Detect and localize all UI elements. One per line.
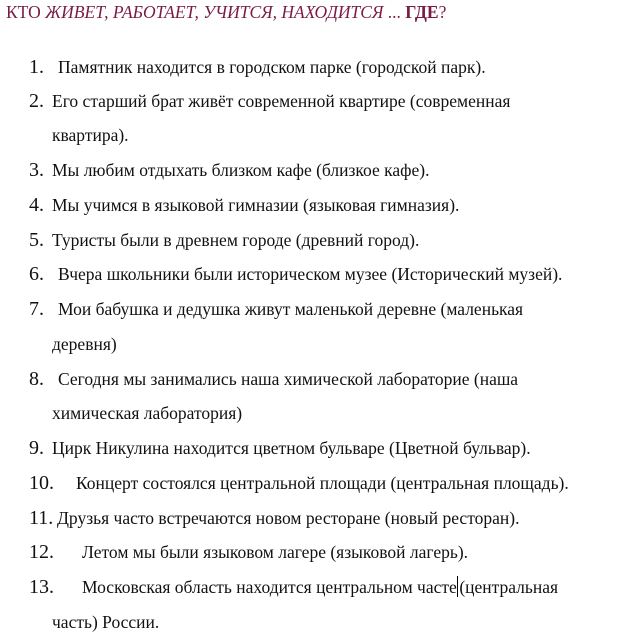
title-verbs: ЖИВЕТ, РАБОТАЕТ, УЧИТСЯ, НАХОДИТСЯ <box>45 2 384 22</box>
item-number: 11. <box>29 507 54 529</box>
list-item: Цирк Никулина находится цветном бульваре (Цветной бульвар). <box>52 438 531 458</box>
list-item: Памятник находится в городском парке (городской парк). <box>58 57 486 77</box>
list-item: Сегодня мы занимались наша химической лабораторие (наша <box>58 369 519 389</box>
item-number: 13. <box>29 576 54 598</box>
item-number: 1. <box>29 56 44 78</box>
list-item: Мы учимся в языковой гимназии (языковая гимназия). <box>52 195 460 215</box>
item-number: 2. <box>29 90 44 112</box>
list-item-continuation: квартира). <box>52 125 129 145</box>
list-item: Друзья часто встречаются новом ресторане (новый ресторан). <box>57 508 520 528</box>
page-title <box>6 2 446 23</box>
title-where: ГДЕ <box>405 2 439 22</box>
list-item: Вчера школьники были историческом музее (Исторический музей). <box>58 264 563 284</box>
list-item-continuation: часть) России. <box>52 612 160 632</box>
list-item-text-after-cursor: (центральная <box>459 577 559 597</box>
list-item-continuation: химическая лаборатория) <box>52 403 243 423</box>
item-number: 5. <box>29 229 44 251</box>
title-dots: ... <box>383 2 406 22</box>
item-number: 12. <box>29 541 54 563</box>
item-number: 6. <box>29 263 44 285</box>
list-item: Мы любим отдыхать близком кафе (близкое кафе). <box>52 160 430 180</box>
item-number: 7. <box>29 298 44 320</box>
list-item: Мои бабушка и дедушка живут маленькой деревне (маленькая <box>58 299 524 319</box>
list-item: Его старший брат живёт современной квартире (современная <box>52 91 511 111</box>
item-number: 10. <box>29 472 54 494</box>
title-question-mark: ? <box>438 2 447 22</box>
list-item: Концерт состоялся центральной площади (центральная площадь). <box>76 473 569 493</box>
item-number: 4. <box>29 194 44 216</box>
list-item: Туристы были в древнем городе (древний город). <box>52 230 420 250</box>
list-item: Летом мы были языковом лагере (языковой лагерь). <box>82 542 469 562</box>
item-number: 8. <box>29 368 44 390</box>
list-item-continuation: деревня) <box>52 334 117 354</box>
item-number: 3. <box>29 159 44 181</box>
list-item-text: Московская область находится центральном часте <box>82 577 457 597</box>
item-number: 9. <box>29 437 44 459</box>
list-item[interactable] <box>82 576 558 598</box>
title-who: КТО <box>6 2 46 22</box>
